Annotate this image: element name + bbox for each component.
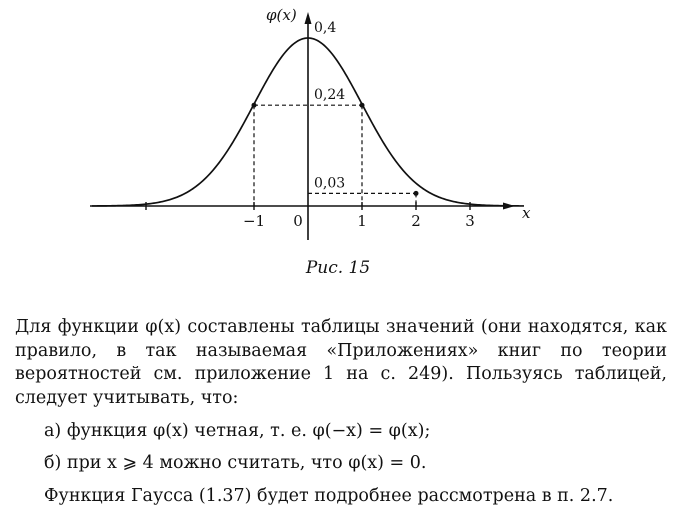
marked-point-1	[360, 103, 365, 108]
x-tick-label-3: 2	[411, 212, 421, 230]
y-annotation-2: 0,03	[314, 175, 346, 192]
x-tick-label-4: 3	[465, 212, 475, 230]
y-axis-label: φ(x)	[266, 6, 297, 24]
figure-caption: Рис. 15	[305, 258, 371, 278]
x-tick-label-1: 0	[293, 212, 303, 230]
paragraph-note: Функция Гаусса (1.37) будет подробнее рассмотрена в п. 2.7.	[44, 486, 614, 506]
y-annotation-1: 0,24	[314, 87, 346, 104]
marked-point-2	[414, 191, 419, 196]
x-tick-label-0: −1	[242, 212, 266, 230]
x-tick-label-2: 1	[357, 212, 367, 230]
y-axis-arrow	[305, 12, 312, 24]
list-item-b: б) при x ⩾ 4 можно считать, что φ(x) = 0.	[44, 453, 427, 473]
list-item-a: а) функция φ(x) четная, т. е. φ(−x) = φ(x);	[44, 421, 431, 441]
paragraph-intro: Для функции φ(x) составлены таблицы значений (они находятся, как правило, в так называемая «Приложениях» книг по теории вероятностей см. приложение 1 на с. 249). Пользуясь таблицей, следует учитывать, что:	[15, 317, 667, 408]
x-axis-label: x	[522, 204, 531, 222]
marked-point-0	[252, 103, 257, 108]
y-annotation-0: 0,4	[314, 20, 337, 36]
